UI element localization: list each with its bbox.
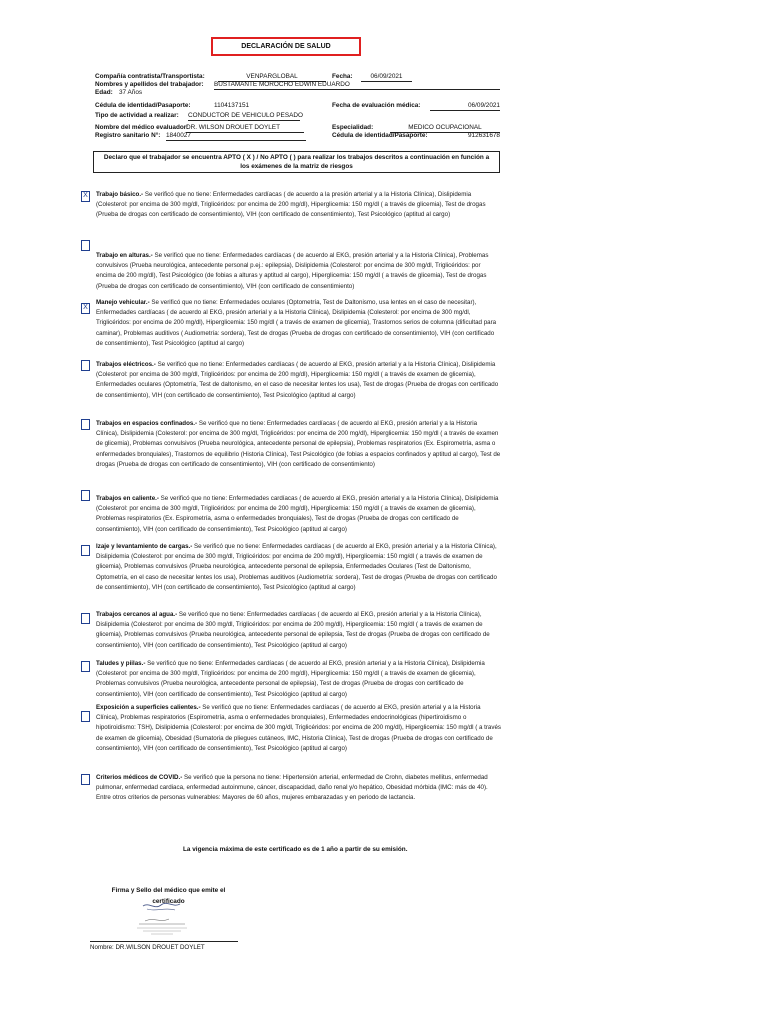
checkbox-trabajo-alturas[interactable] — [81, 240, 90, 251]
checkbox-trabajos-electricos[interactable] — [81, 360, 90, 371]
validity-note: La vigencia máxima de este certificado es de 1 año a partir de su emisión. — [183, 846, 408, 853]
doctor-id-value: 912631678 — [468, 132, 500, 139]
item-title: Izaje y levantamiento de cargas.- — [96, 543, 193, 550]
item-text: Se verificó que no tiene: Enfermedades cardíacas ( de acuerdo al EKG, presión arterial y a la Historia Clínica), Dislipidemia (Colesterol: por encima de 300 mg/dl, Triglicéridos: por encima de 200 mg/dl), Hiperglicemia: 150 mg/dl ( a través de examen de glicemia), Problemas convulsivos (Prueba neurológica, antecedente personal de epilepsia), Test de drogas (Prueba de drogas con certificado de consentimiento), VIH (con certificado de consentimiento), Test Psicológico (aptitud al cargo) — [96, 660, 485, 698]
item-title: Criterios médicos de COVID.- — [96, 774, 183, 781]
item-trabajos-electricos — [96, 360, 501, 401]
item-title: Trabajos eléctricos.- — [96, 361, 156, 368]
item-text: Se verificó que no tiene: Enfermedades cardíacas ( de acuerdo al EKG, presión arterial y a la Historia Clínica), Dislipidemia (Colesterol: por encima de 300 mg/dl, Triglicéridos: por encima de 200 mg/dl), Hiperglicemia: 150 mg/dl ( a través de examen de glicemia), Problemas convulsivos (Prueba neurológica, antecedente personal de epilepsia), Problemas respiratorios (Ex. Espirometría, asma o enfermedades bronquiales), Trastornos de equilibrio (Historia Clínica), Test Psicológico (de fobias a espacios confinados y aptitud al cargo), Test de drogas (Prueba de drogas con certificado de consentimiento), VIH (con certificado de consentimiento) — [96, 420, 501, 468]
company-value: VENPARGLOBAL — [218, 73, 326, 82]
signature-name: Nombre: DR.WILSON DROUET DOYLET — [90, 944, 205, 951]
worker-value: BUSTAMANTE MOROCHO EDWIN EDUARDO — [214, 81, 500, 90]
aptitude-declaration — [93, 151, 500, 173]
registry-label: Registro sanitario N°: — [95, 132, 161, 139]
eval-date-value: 06/09/2021 — [430, 102, 500, 111]
specialty-label: Especialidad: — [332, 124, 374, 131]
item-title: Trabajo en alturas.- — [96, 252, 153, 259]
activity-label: Tipo de actividad a realizar: — [95, 112, 179, 119]
date-label: Fecha: — [332, 73, 353, 80]
checkbox-izaje-cargas[interactable] — [81, 545, 90, 556]
item-title: Exposición a superficies calientes.- — [96, 704, 201, 711]
id-value: 1104137151 — [214, 102, 250, 109]
item-cercanos-agua — [96, 610, 501, 651]
checkbox-espacios-confinados[interactable] — [81, 419, 90, 430]
doctor-id-label: Cédula de identidad/Pasaporte: — [332, 132, 428, 139]
item-trabajo-alturas — [96, 251, 501, 292]
item-title: Trabajo básico.- — [96, 191, 144, 198]
doctor-label: Nombre del médico evaluador: — [95, 124, 189, 131]
item-text: Se verificó que no tiene: Enfermedades cardíacas ( de acuerdo al EKG, presión arterial y a la Historia Clínica), Dislipidemia (Colesterol: por encima de 300 mg/dl, Triglicéridos: por encima de 200 mg/dl), Hiperglicemia: 150 mg/dl ( a través de examen de glicemia), Problemas convulsivos (Prueba neurológica, antecedente personal de epilepsia, Test de drogas (Prueba de drogas con certificado de consentimiento), VIH (con certificado de consentimiento), Test Psicológico (aptitud al cargo) — [96, 611, 490, 649]
signature-line — [90, 941, 238, 942]
item-izaje-cargas — [96, 542, 501, 593]
doctor-value: DR. WILSON DROUET DOYLET — [186, 124, 304, 133]
company-label: Compañía contratista/Transportista: — [95, 73, 205, 80]
item-title: Manejo vehicular.- — [96, 299, 150, 306]
registry-value: 1840027 — [166, 132, 306, 141]
item-text: Se verificó que no tiene: Enfermedades cardíacas ( de acuerdo al EKG, presión arterial y a la Historia Clínica), Dislipidemia (Colesterol: por encima de 300 mg/dl, Triglicéridos: por encima de 200 mg/dl), Hiperglicemia: 150 mg/dl ( a través de examen de glicemia), Problemas convulsivos (Prueba neurológica, antecedente personal de epilepsia, Enfermedades Oculares (Test de Daltonismo, Optometría, en el caso de necesitar lentes los usa), Problemas auditivos (Audiometría: sordera), Test de drogas (Prueba de drogas con certificado de consentimiento), VIH (con certificado de consentimiento), Test Psicológico (aptitud al cargo) — [96, 543, 497, 591]
doctor-stamp-signature — [125, 900, 200, 942]
item-text: Se verificó que no tiene: Enfermedades cardíacas ( de acuerdo al EKG, presión arterial y a la Historia Clínica), Dislipidemia (Colesterol: por encima de 300 mg/dl, Triglicéridos: por encima de 200 mg/dl), Hiperglicemia: 150 mg/dl ( a través de examen de glicemia), Problemas respiratorios (Ex. Espirometría, asma o enfermedades bronquiales), Test de drogas (Prueba de drogas con certificado de consentimiento), VIH (con certificado de consentimiento), Test Psicológico (aptitud al cargo) — [96, 495, 499, 533]
checkbox-trabajos-caliente[interactable] — [81, 490, 90, 501]
id-label: Cédula de identidad/Pasaporte: — [95, 102, 191, 109]
item-title: Trabajos cercanos al agua.- — [96, 611, 178, 618]
checkbox-taludes-pilas[interactable] — [81, 661, 90, 672]
checkbox-trabajo-basico[interactable]: X — [81, 191, 90, 202]
item-text: Se verificó que no tiene: Enfermedades cardíacas ( de acuerdo a la presión arterial y a la Historia Clínica), Dislipidemia (Colesterol: por encima de 300 mg/dl, Triglicéridos: por encima de 200 mg/dl), Hiperglicemia: 150 mg/dl ( a través de glicemia), Test de drogas (Prueba de drogas con certificado de consentimiento), VIH (con certificado de consentimiento), Test Psicológico (aptitud al cargo) — [96, 191, 486, 219]
specialty-value: MEDICO OCUPACIONAL — [390, 124, 500, 133]
item-taludes-pilas — [96, 659, 501, 700]
item-text: Se verificó que la persona no tiene: Hipertensión arterial, enfermedad de Crohn, diabetes mellitus, enfermedad pulmonar, enfermedad cardiaca, enfermedad autoinmune, cáncer, discapacidad, daño renal y/o hepático, Obesidad mórbida (IMC: más de 40). Entre otros criterios de personas vulnerables: Mayores de 60 años, mujeres embarazadas y en periodo de lactancia. — [96, 774, 488, 802]
item-criterios-covid — [96, 773, 501, 804]
item-text: Se verificó que no tiene: Enfermedades cardíacas ( de acuerdo al EKG, presión arterial y a la Historia Clínica), Problemas respiratorios (Espirometría, asma o enfermedades bronquiales), Enfermedades endocrinológicas (hipertiroidismo o hipotiroidismo: TSH), Dislipidemia (Colesterol: por encima de 300 mg/dl, Triglicéridos: por encima de 200 mg/dl), Hiperglicemia: 150 mg/dl ( a través de examen de glicemia), Obesidad (Sumatoria de pliegues cutáneos, IMC, Historia Clínica), Test de drogas (Prueba de drogas con certificado de consentimiento), VIH (con certificado de consentimiento), Test Psicológico (aptitud al cargo) — [96, 704, 501, 752]
item-title: Trabajos en espacios confinados.- — [96, 420, 198, 427]
item-text: Se verificó que no tiene: Enfermedades cardíacas ( de acuerdo al EKG, presión arterial y a la Historia Clínica), Dislipidemia (Colesterol: por encima de 300 mg/dl, Triglicéridos: por encima de 200 mg/dl), Hiperglicemia: 150 mg/dl ( a través de examen de glicemia), Enfermedades oculares (Optometría, Test de daltonismo, en el caso de necesitar lentes los usa), Test de drogas (Prueba de drogas con certificado de consentimiento), VIH (con certificado de consentimiento), Test Psicológico (aptitud al cargo) — [96, 361, 499, 399]
item-trabajo-basico — [96, 190, 501, 221]
activity-value: CONDUCTOR DE VEHICULO PESADO — [188, 112, 303, 119]
checkbox-criterios-covid[interactable] — [81, 774, 90, 785]
checkbox-cercanos-agua[interactable] — [81, 613, 90, 624]
item-espacios-confinados — [96, 419, 501, 470]
item-text: Se verificó que no tiene: Enfermedades oculares (Optometría, Test de Daltonismo, usa lentes en el caso de necesitar), Enfermedades cardíacas ( de acuerdo al EKG, presión arterial y a la Historia Clínica), Dislipidemia (Colesterol: por encima de 300 mg/dl, Triglicéridos: por encima de 200 mg/dl), Hiperglicemia: 150 mg/dl ( a través de examen de glicemia), Trastornos serios de columna (dificultad para caminar), Problemas auditivos ( Audiometría: sordera), Test de drogas (Prueba de drogas con certificado de consentimiento), VIH (con certificado de consentimiento), Test Psicológico (aptitud al cargo) — [96, 299, 497, 347]
checkbox-manejo-vehicular[interactable]: X — [81, 303, 90, 314]
eval-date-label: Fecha de evaluación médica: — [332, 102, 421, 109]
checkbox-superficies-calientes[interactable] — [81, 711, 90, 722]
signature-label: Firma y Sello del médico que emite el certificado — [111, 887, 226, 905]
item-superficies-calientes — [96, 703, 501, 754]
item-title: Taludes y piilas.- — [96, 660, 146, 667]
declaration-line-1: Declaro que el trabajador se encuentra APTO ( X ) / No APTO ( ) para realizar los trabajos descritos a continuación en función a — [103, 154, 490, 161]
declaration-line-2: los exámenes de la matriz de riesgos — [240, 163, 353, 170]
worker-label: Nombres y apellidos del trabajador: — [95, 81, 204, 88]
age-value: 37 Años — [119, 89, 143, 96]
document-title: DECLARACIÓN DE SALUD — [211, 37, 361, 56]
item-manejo-vehicular — [96, 298, 501, 349]
item-trabajos-caliente — [96, 494, 501, 535]
item-title: Trabajos en caliente.- — [96, 495, 159, 502]
date-value: 06/09/2021 — [361, 73, 412, 82]
item-text: Se verificó que no tiene: Enfermedades cardíacas ( de acuerdo al EKG, presión arterial y a la Historia Clínica), Problemas convulsivos (Prueba neurológica, antecedente personal p.ej.: epilepsia), Dislipidemia (Colesterol: por encima de 300 mg/dl, Triglicéridos: por encima de 200 mg/dl), Test Psicológico (de fobias a alturas y aptitud al cargo), Hiperglicemia: 150 mg/dl ( a través de glicemia), Test de drogas (Prueba de drogas con certificado de consentimiento), VIH (con certificado de consentimiento) — [96, 252, 489, 290]
age-label: Edad: — [95, 89, 113, 96]
